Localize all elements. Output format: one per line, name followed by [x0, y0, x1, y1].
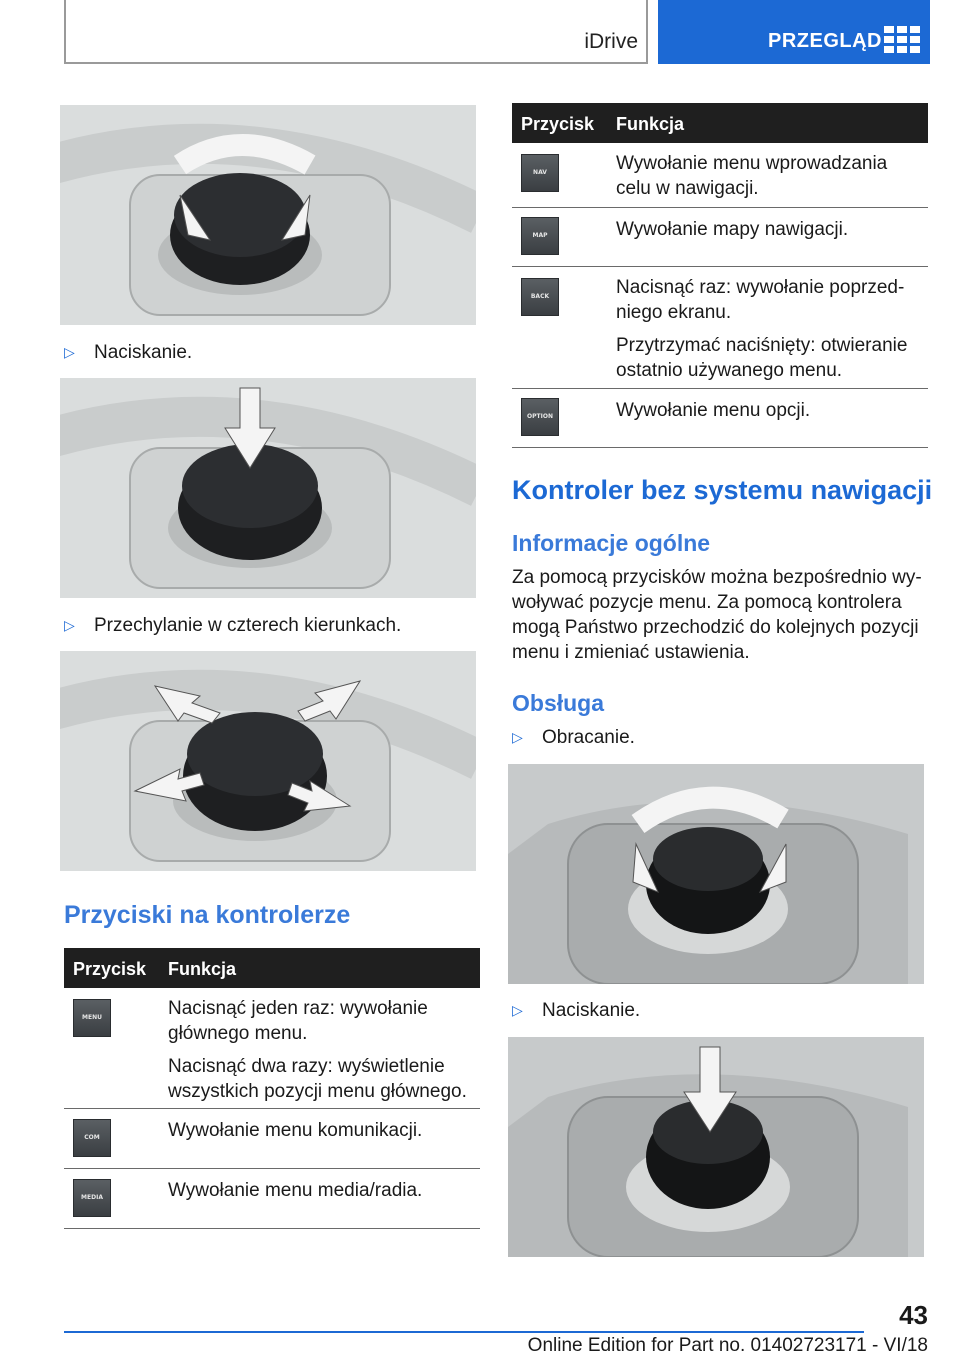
- heading-controller-without-navigation: Kontroler bez systemu nawigacji: [512, 475, 933, 505]
- controller-tilt-illustration: [60, 378, 476, 598]
- caption-rotate: ▷ Obracanie.: [512, 727, 635, 748]
- caption-press-left: ▷ Naciskanie.: [64, 342, 193, 363]
- heading-controller-buttons: Przyciski na kontrolerze: [64, 901, 351, 929]
- caption-marker-icon: ▷: [512, 729, 523, 745]
- right-table-header: [512, 103, 928, 143]
- header-tab-label[interactable]: PRZEGLĄD: [768, 30, 882, 52]
- back-button-icon: BACK: [521, 278, 559, 316]
- table-row: [512, 143, 928, 208]
- page-number: 43: [899, 1300, 928, 1330]
- controller-press-illustration: [60, 105, 476, 325]
- controller-press-image: [60, 105, 476, 325]
- grid-icon: [884, 26, 920, 52]
- caption-marker-icon: ▷: [64, 344, 75, 360]
- left-table-header: [64, 948, 480, 988]
- table-cell-function: Wywołanie menu opcji.: [616, 400, 811, 421]
- left-table-col-button: Przycisk: [73, 959, 147, 979]
- table-cell-function: Wywołanie menu wprowadzania celu w nawigacji.: [616, 153, 888, 199]
- option-button-icon: OPTION: [521, 398, 559, 436]
- footer-edition: Online Edition for Part no. 01402723171 - VI/18: [527, 1335, 928, 1356]
- header-section-title: iDrive: [584, 30, 638, 53]
- com-button-icon: COM: [73, 1119, 111, 1157]
- table-row: [64, 1169, 480, 1229]
- menu-button-icon: MENU: [73, 999, 111, 1037]
- table-cell-function: Nacisnąć jeden raz: wywołanie głównego menu. Nacisnąć dwa razy: wyświetlenie wszystkich pozycji menu głównego.: [168, 998, 467, 1102]
- left-table-col-function: Funkcja: [168, 959, 237, 979]
- caption-marker-icon: ▷: [64, 617, 75, 633]
- footer-divider: [64, 1331, 864, 1333]
- table-cell-function: Wywołanie mapy nawigacji.: [616, 219, 849, 240]
- caption-press-right: ▷ Naciskanie.: [512, 1000, 641, 1021]
- table-cell-function: Nacisnąć raz: wywołanie poprzed- niego ekranu. Przytrzymać naciśnięty: otwieranie ostatnio używanego menu.: [616, 277, 908, 381]
- heading-general-information: Informacje ogólne: [512, 530, 711, 556]
- controller-rotate-image: [508, 764, 924, 984]
- media-button-icon: MEDIA: [73, 1179, 111, 1217]
- caption-marker-icon: ▷: [512, 1002, 523, 1018]
- map-button-icon: MAP: [521, 217, 559, 255]
- right-table-col-button: Przycisk: [521, 114, 595, 134]
- controller-directions-illustration: [60, 651, 476, 871]
- controller-press-right-image: [508, 1037, 924, 1257]
- controller-tilt-image: [60, 378, 476, 598]
- table-row: [512, 208, 928, 267]
- controller-press-right-illustration: [508, 1037, 924, 1257]
- table-row: [512, 389, 928, 448]
- table-row: [64, 1109, 480, 1169]
- table-cell-function: Wywołanie menu komunikacji.: [168, 1120, 423, 1141]
- caption-tilt: ▷ Przechylanie w czterech kierunkach.: [64, 615, 402, 636]
- heading-operation: Obsługa: [512, 690, 605, 716]
- table-row: [64, 988, 480, 1109]
- general-information-paragraph: Za pomocą przycisków można bezpośrednio wy- woływać pozycje menu. Za pomocą kontrolera mogą Państwo przechodzić do kolejnych pozycji menu i zmieniać ustawienia.: [512, 567, 922, 663]
- controller-rotate-illustration: [508, 764, 924, 984]
- right-table-col-function: Funkcja: [616, 114, 685, 134]
- table-cell-function: Wywołanie menu media/radia.: [168, 1180, 423, 1201]
- nav-button-icon: NAV: [521, 154, 559, 192]
- table-row: [512, 267, 928, 389]
- controller-directions-image: [60, 651, 476, 871]
